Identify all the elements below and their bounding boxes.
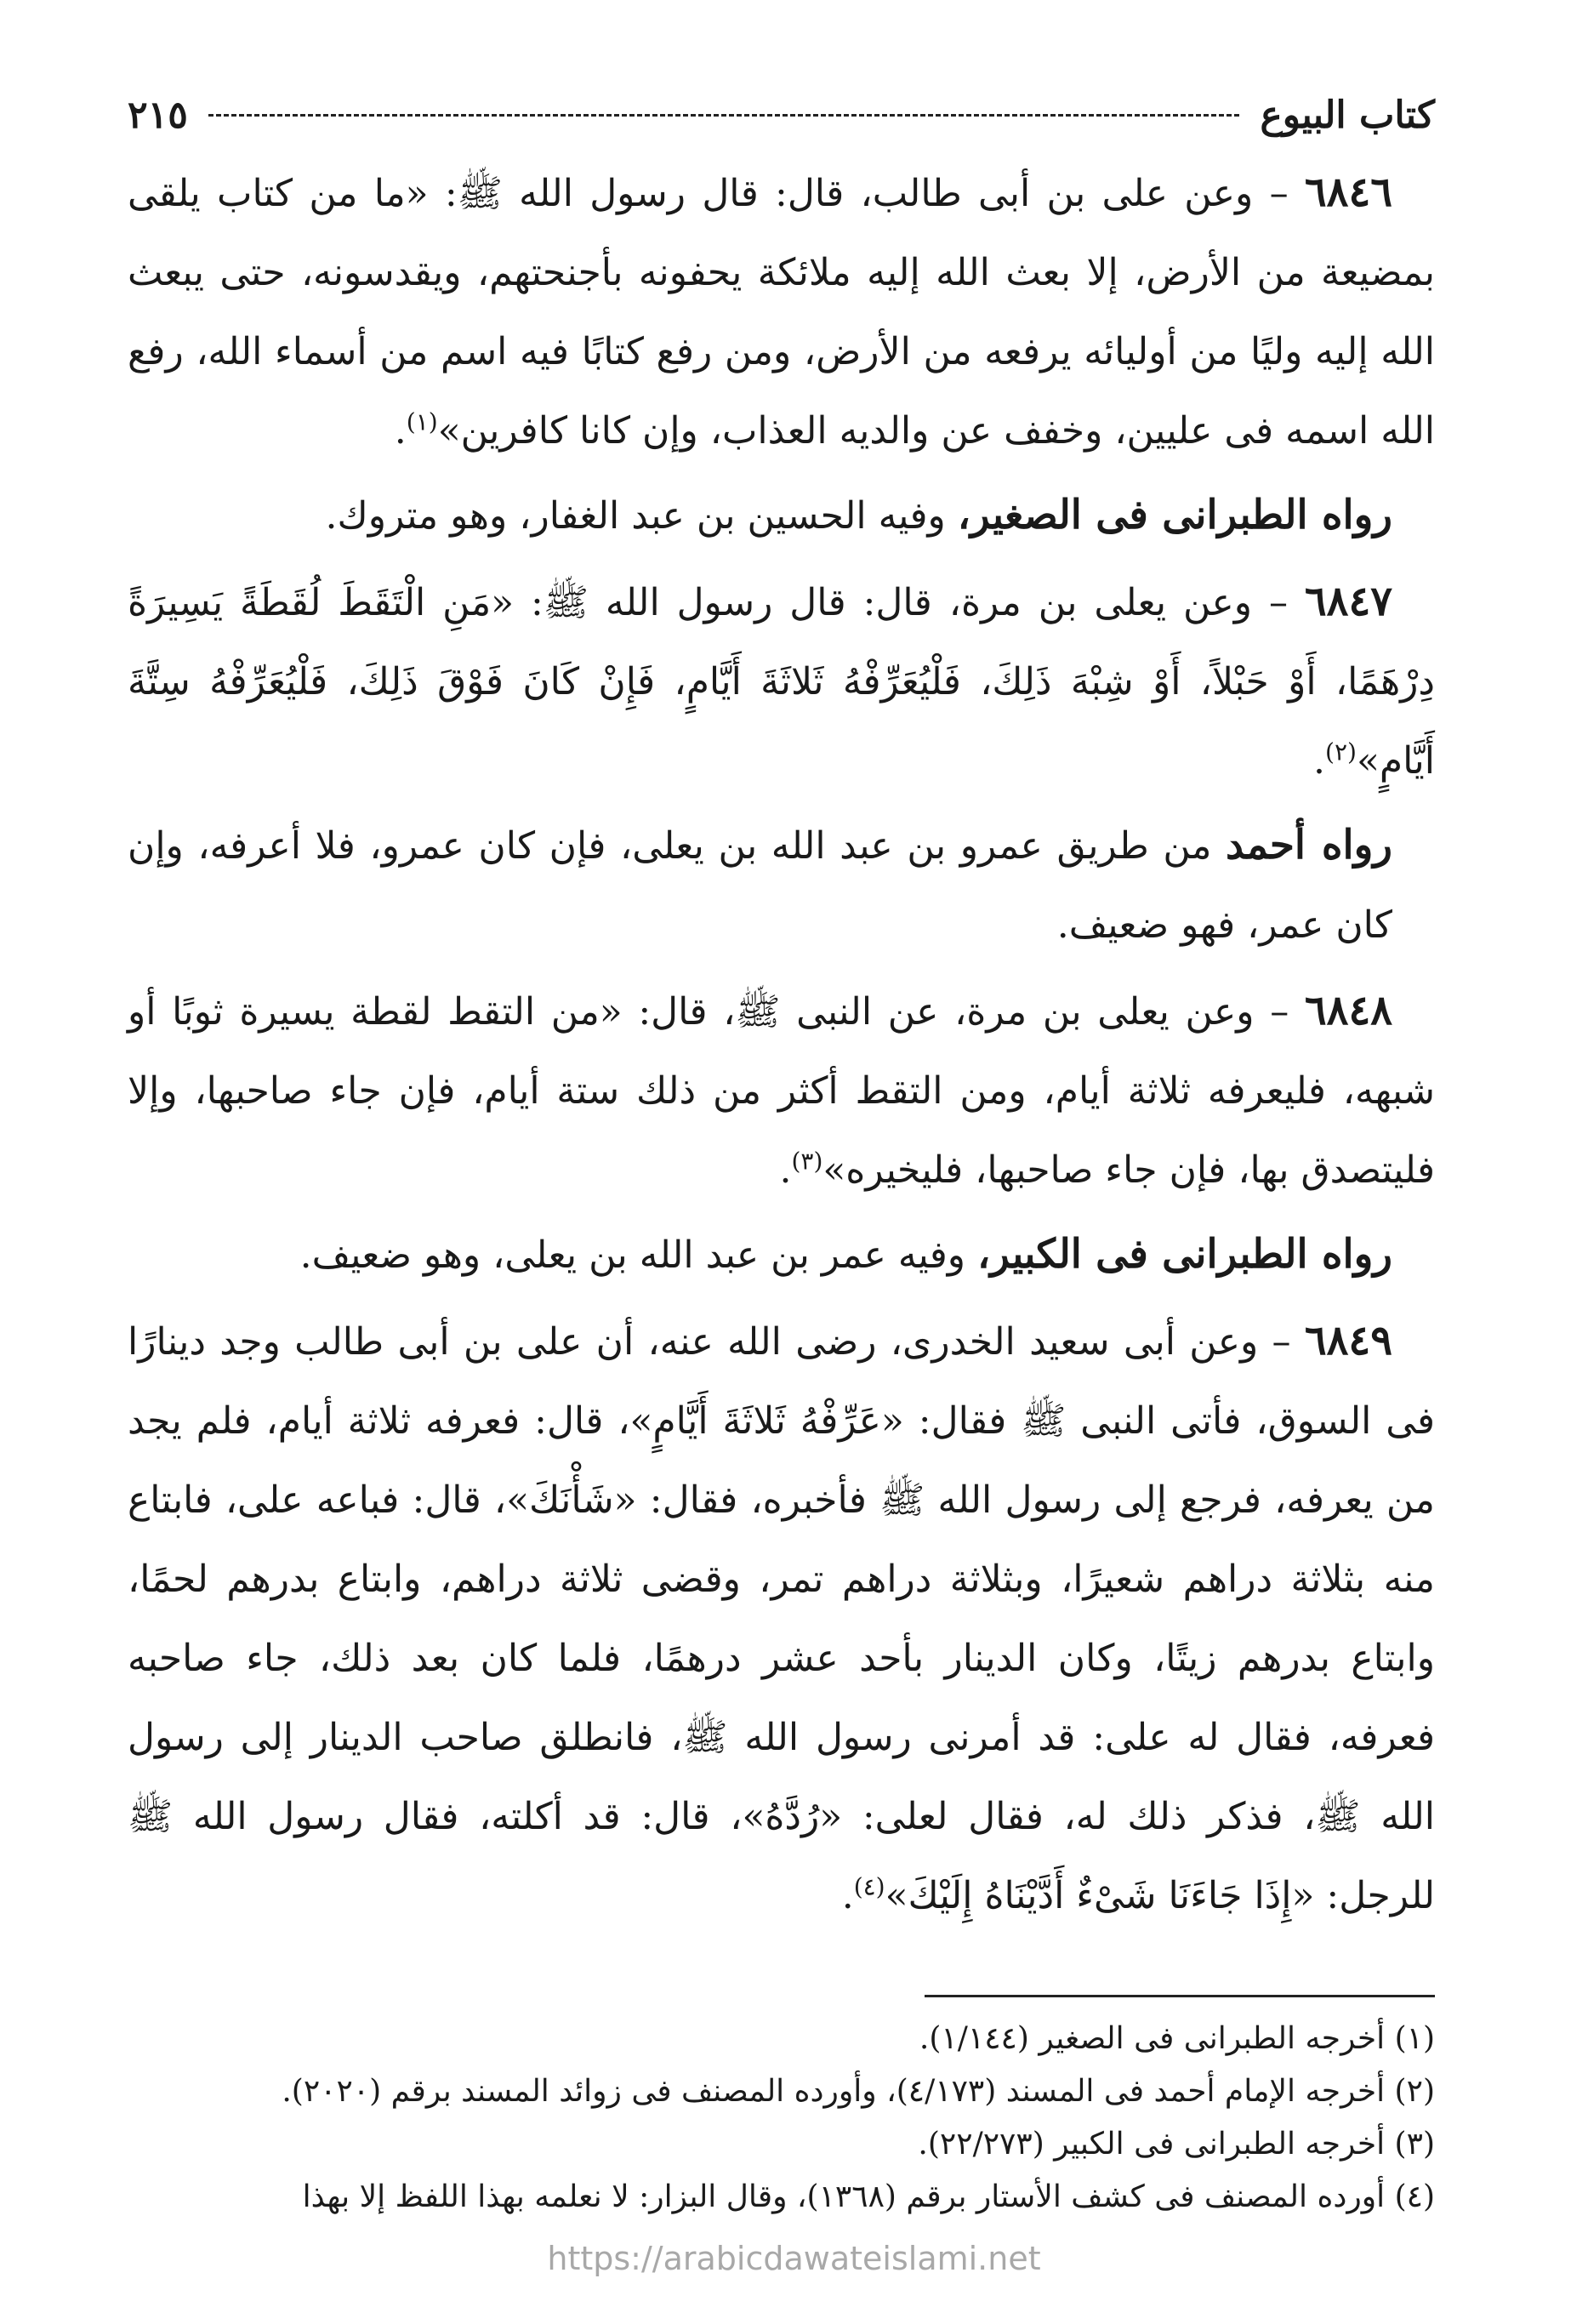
dash: –: [1252, 581, 1288, 624]
hadith-entry: [128, 971, 1435, 1210]
footnotes: [128, 2013, 1435, 2224]
dash: –: [1254, 990, 1289, 1034]
chapter-title: كتاب البيوع: [1260, 93, 1435, 137]
footnote: (٤) أورده المصنف فى كشف الأستار برقم (١٣٦٨)، وقال البزار: لا نعلمه بهذا اللفظ إلا بهذا: [302, 2179, 1435, 2214]
footnote: (١) أخرجه الطبرانى فى الصغير (١/١٤٤).: [919, 2021, 1435, 2056]
header-dashed-rule: [208, 114, 1240, 117]
footnote: (٣) أخرجه الطبرانى فى الكبير (٢٢/٢٧٣).: [918, 2127, 1435, 2162]
narration-note: [128, 1215, 1435, 1295]
narration-note: [128, 806, 1435, 965]
book-page: [128, 77, 1435, 2290]
main-text: [128, 153, 1435, 1935]
footnote-marker: (٢): [1325, 738, 1357, 766]
footnote: (٢) أخرجه الإمام أحمد فى المسند (٤/١٧٣)، وأورده المصنف فى زوائد المسند برقم (٢٠٢٠).: [282, 2074, 1435, 2109]
footnote-marker: (١): [406, 407, 438, 436]
hadith-text: وعن يعلى بن مرة، قال: قال رسول الله ﷺ: «مَنِ الْتَقَطَ لُقَطَةً يَسِيرَةً دِرْهَمًا، أَوْ حَبْلاً، أَوْ شِبْهَ ذَلِكَ، فَلْيُعَرِّفْهُ ثَلاثَةَ أَيَّامٍ، فَإِنْ كَانَ فَوْقَ ذَلِكَ، فَلْيُعَرِّفْهُ سِتَّةَ أَيَّامٍ»: [128, 581, 1435, 783]
hadith-entry: [128, 153, 1435, 470]
footnote-separator: [925, 1995, 1435, 1997]
narration-source: رواه الطبرانى فى الصغير،: [957, 492, 1392, 538]
hadith-number: ٦٨٤٧: [1304, 578, 1392, 625]
dash: –: [1258, 1320, 1291, 1364]
hadith-entry: [128, 1302, 1435, 1935]
end-period: .: [1313, 739, 1326, 783]
narration-source: رواه الطبرانى فى الكبير،: [977, 1231, 1392, 1278]
end-period: .: [779, 1148, 792, 1192]
hadith-text: وعن على بن أبى طالب، قال: قال رسول الله ﷺ: «ما من كتاب يلقى بمضيعة من الأرض، إلا بعث الله إليه ملائكة يحفونه بأجنحتهم، ويقدسونه، حتى يبعث الله إليه وليًا من أوليائه يرفعه من الأرض، ومن رفع كتابًا فيه اسم من أسماء الله، رفع الله اسمه فى عليين، وخفف عن والديه العذاب، وإن كانا كافرين»: [128, 172, 1435, 453]
narration-detail: وفيه عمر بن عبد الله بن يعلى، وهو ضعيف.: [299, 1233, 966, 1277]
website-watermark: https://arabicdawateislami.net: [547, 2240, 1041, 2277]
footnote-marker: (٤): [853, 1872, 885, 1901]
hadith-text: وعن أبى سعيد الخدرى، رضى الله عنه، أن على بن أبى طالب وجد دينارًا فى السوق، فأتى النبى ﷺ فقال: «عَرِّفْهُ ثَلاثَةَ أَيَّامٍ»، قال: فعرفه ثلاثة أيام، فلم يجد من يعرفه، فرجع إلى رسول الله ﷺ فأخبره، فقال: «شَأْنَكَ»، قال: فباعه على، فابتاع منه بثلاثة دراهم شعيرًا، وبثلاثة دراهم تمر، وقضى ثلاثة دراهم، وابتاع بدرهم لحمًا، وابتاع بدرهم زيتًا، وكان الدينار بأحد عشر درهمًا، فلما كان بعد ذلك، جاء صاحبه فعرفه، فقال له على: قد أمرنى رسول الله ﷺ، فانطلق صاحب الدينار إلى رسول الله ﷺ، فذكر ذلك له، فقال لعلى: «رُدَّهُ»، قال: قد أكلته، فقال رسول الله ﷺ للرجل: «إِذَا جَاءَنَا شَىْءٌ أَدَّيْنَاهُ إِلَيْكَ»: [128, 1320, 1435, 1917]
hadith-text: وعن يعلى بن مرة، عن النبى ﷺ، قال: «من التقط لقطة يسيرة ثوبًا أو شبهه، فليعرفه ثلاثة أيام، ومن التقط أكثر من ذلك ستة أيام، فإن جاء صاحبها، وإلا فليتصدق بها، فإن جاء صاحبها، فليخيره»: [128, 990, 1435, 1192]
hadith-number: ٦٨٤٩: [1304, 1317, 1392, 1364]
running-head: [128, 77, 1435, 153]
narration-detail: من طريق عمرو بن عبد الله بن يعلى، فإن كان عمرو، فلا أعرفه، وإن كان عمر، فهو ضعيف.: [128, 824, 1392, 947]
end-period: .: [841, 1874, 854, 1917]
narration-source: رواه أحمد: [1226, 822, 1392, 869]
hadith-number: ٦٨٤٨: [1304, 987, 1392, 1034]
footnote-marker: (٣): [791, 1147, 823, 1176]
hadith-entry: [128, 562, 1435, 800]
end-period: .: [394, 409, 407, 453]
narration-detail: وفيه الحسين بن عبد الغفار، وهو متروك.: [325, 494, 946, 538]
dash: –: [1253, 172, 1289, 215]
page-number: ٢١٥: [128, 93, 188, 137]
narration-note: [128, 476, 1435, 555]
hadith-number: ٦٨٤٦: [1304, 168, 1392, 216]
